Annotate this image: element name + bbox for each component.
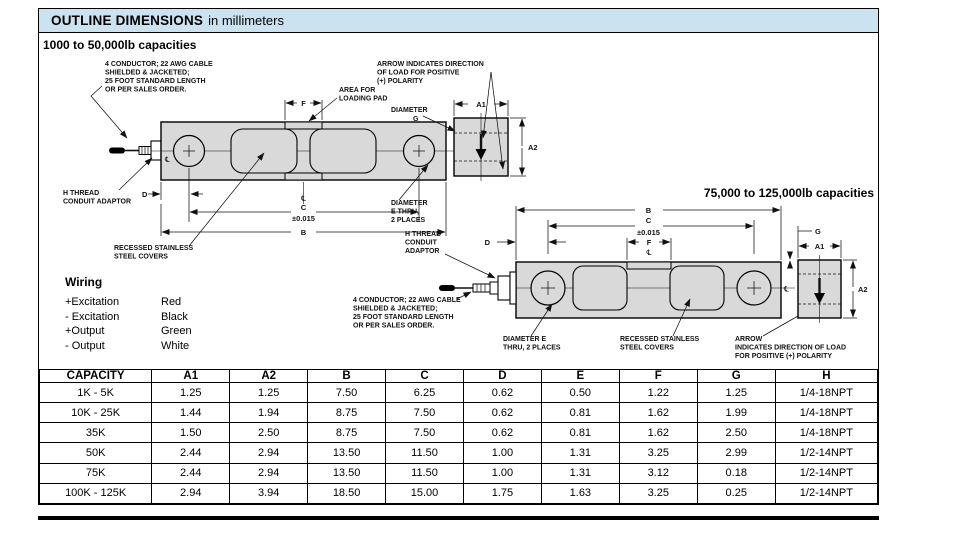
table-row xyxy=(40,403,878,423)
column-header: B xyxy=(308,370,386,383)
svg-text:DIAMETER E: DIAMETER E xyxy=(503,336,547,343)
svg-text:2 PLACES: 2 PLACES xyxy=(391,217,426,224)
table-cell: 100K - 125K xyxy=(40,483,152,503)
table-cell: 1.44 xyxy=(152,403,230,423)
table-cell: 2.50 xyxy=(230,423,308,443)
svg-text:STEEL COVERS: STEEL COVERS xyxy=(620,344,674,352)
loading-pad-notch xyxy=(285,173,322,180)
dim-label-d: D xyxy=(142,190,148,199)
table-cell: 7.50 xyxy=(386,423,464,443)
cable-end xyxy=(439,285,455,291)
table-cell: 3.25 xyxy=(619,443,697,463)
wiring-row xyxy=(65,295,192,310)
wiring-row xyxy=(65,339,192,354)
dim-f xyxy=(627,238,671,260)
wiring-color: Green xyxy=(161,325,192,337)
wiring-title: Wiring xyxy=(65,275,103,289)
beam-cutout xyxy=(573,266,627,310)
table-row xyxy=(40,463,878,483)
dim-label-a2: A2 xyxy=(528,143,538,152)
table-cell: 1.99 xyxy=(697,403,775,423)
svg-text:LOADING PAD: LOADING PAD xyxy=(339,95,388,103)
leader-line xyxy=(119,158,152,190)
table-row xyxy=(40,443,878,463)
table-cell: 8.75 xyxy=(308,423,386,443)
column-header: C xyxy=(386,370,464,383)
table-cell: 1.25 xyxy=(697,383,775,403)
wiring-signal: +Excitation xyxy=(65,296,120,308)
column-header: F xyxy=(619,370,697,383)
table-cell: 0.81 xyxy=(541,403,619,423)
table-cell: 15.00 xyxy=(386,483,464,503)
table-row xyxy=(40,383,878,403)
table-cell: 11.50 xyxy=(386,443,464,463)
svg-text:ARROW: ARROW xyxy=(735,336,763,343)
panel-subtitle: in millimeters xyxy=(208,13,284,28)
table-cell: 1.94 xyxy=(230,403,308,423)
centerline-symbol: ℄ xyxy=(301,194,306,203)
table-cell: 75K xyxy=(40,463,152,483)
svg-text:STEEL COVERS: STEEL COVERS xyxy=(114,253,168,261)
conduit-adaptor xyxy=(151,141,161,160)
wiring-row xyxy=(65,324,192,339)
column-header: A1 xyxy=(152,370,230,383)
svg-text:H THREAD: H THREAD xyxy=(63,190,100,197)
dim-label-c-tol: ±0.015 xyxy=(637,228,660,237)
table-cell: 8.75 xyxy=(308,403,386,423)
bottom-rule xyxy=(38,516,879,520)
dim-a2 xyxy=(510,118,538,176)
table-cell: 2.94 xyxy=(230,443,308,463)
table-cell: 13.50 xyxy=(308,463,386,483)
dim-label-f: F xyxy=(646,238,652,247)
wiring-signal: - Excitation xyxy=(65,310,120,323)
svg-text:OR PER SALES ORDER.: OR PER SALES ORDER. xyxy=(105,86,187,94)
table-cell: 1.75 xyxy=(463,483,541,503)
table-row xyxy=(40,423,878,443)
dim-label-b: B xyxy=(645,206,652,215)
dim-label-a2: A2 xyxy=(858,285,868,294)
dims-table-body xyxy=(40,383,878,504)
beam-cutout xyxy=(310,129,376,173)
column-header: E xyxy=(541,370,619,383)
dim-label-a1: A1 xyxy=(814,242,825,251)
svg-text:ARROW INDICATES DIRECTION: ARROW INDICATES DIRECTION xyxy=(377,61,484,68)
svg-text:DIAMETER: DIAMETER xyxy=(391,200,428,207)
svg-text:E THRU,: E THRU, xyxy=(391,208,419,216)
panel-header xyxy=(39,9,878,33)
table-cell: 11.50 xyxy=(386,463,464,483)
svg-text:THRU, 2 PLACES: THRU, 2 PLACES xyxy=(503,344,561,352)
dims-table-header-row xyxy=(40,370,878,383)
loading-pad-notch xyxy=(627,262,671,269)
svg-text:25 FOOT STANDARD LENGTH: 25 FOOT STANDARD LENGTH xyxy=(353,314,454,321)
svg-text:(+) POLARITY: (+) POLARITY xyxy=(377,78,424,85)
svg-text:AREA FOR: AREA FOR xyxy=(339,87,376,94)
h-thread-note xyxy=(405,231,495,278)
large-capacity-title: 75,000 to 125,000lb capacities xyxy=(703,186,874,200)
table-cell: 18.50 xyxy=(308,483,386,503)
loading-pad-notch xyxy=(285,122,322,129)
conduit-adaptor xyxy=(498,276,510,300)
dim-label-c-tol: ±0.015 xyxy=(292,214,315,223)
svg-text:RECESSED STAINLESS: RECESSED STAINLESS xyxy=(620,336,700,343)
svg-text:ADAPTOR: ADAPTOR xyxy=(405,248,440,255)
end-view xyxy=(790,252,841,323)
table-cell: 0.62 xyxy=(463,383,541,403)
svg-text:FOR POSITIVE (+) POLARITY: FOR POSITIVE (+) POLARITY xyxy=(735,353,833,360)
wiring-color: White xyxy=(161,339,190,352)
dim-a2 xyxy=(843,260,868,318)
table-cell: 50K xyxy=(40,443,152,463)
area-loading-pad-note xyxy=(309,87,387,121)
svg-text:OF LOAD FOR POSITIVE: OF LOAD FOR POSITIVE xyxy=(377,69,460,77)
svg-text:OR PER SALES ORDER.: OR PER SALES ORDER. xyxy=(353,322,435,330)
table-cell: 35K xyxy=(40,423,152,443)
table-cell: 2.44 xyxy=(152,463,230,483)
outline-dimensions-panel xyxy=(38,8,879,505)
wiring-signal: - Output xyxy=(65,339,105,352)
table-cell: 1K - 5K xyxy=(40,383,152,403)
table-cell: 1/2-14NPT xyxy=(775,463,877,483)
column-header: CAPACITY xyxy=(40,370,152,383)
dim-label-f: F xyxy=(301,99,306,108)
wiring-row xyxy=(65,310,192,325)
leader-line xyxy=(91,86,127,138)
table-cell: 0.18 xyxy=(697,463,775,483)
svg-text:RECESSED STAINLESS: RECESSED STAINLESS xyxy=(114,245,194,252)
table-cell: 3.12 xyxy=(619,463,697,483)
table-cell: 1/2-14NPT xyxy=(775,443,877,463)
svg-text:DIAMETER: DIAMETER xyxy=(391,107,428,114)
column-header: D xyxy=(463,370,541,383)
table-cell: 1.63 xyxy=(541,483,619,503)
table-cell: 2.50 xyxy=(697,423,775,443)
table-cell: 0.81 xyxy=(541,423,619,443)
centerline-symbol: ℄ xyxy=(784,284,789,294)
leader-line xyxy=(457,292,471,299)
centerline-symbol: ℄ xyxy=(165,155,170,164)
cable-assembly xyxy=(109,141,161,160)
dim-label-g: G xyxy=(815,227,821,236)
h-thread-note xyxy=(63,158,152,206)
table-cell: 0.62 xyxy=(463,423,541,443)
svg-text:4 CONDUCTOR; 22 AWG CABLE: 4 CONDUCTOR; 22 AWG CABLE xyxy=(105,61,213,68)
column-header: A2 xyxy=(230,370,308,383)
table-cell: 1.31 xyxy=(541,463,619,483)
table-cell: 10K - 25K xyxy=(40,403,152,423)
beam-cutout xyxy=(670,266,724,310)
table-cell: 1.62 xyxy=(619,403,697,423)
table-cell: 7.50 xyxy=(308,383,386,403)
dimensions-table xyxy=(39,369,878,504)
table-cell: 0.50 xyxy=(541,383,619,403)
adaptor-nut xyxy=(490,282,498,294)
table-cell: 3.25 xyxy=(619,483,697,503)
dimensions-table-wrap xyxy=(39,369,878,504)
svg-text:4 CONDUCTOR; 22 AWG CABLE: 4 CONDUCTOR; 22 AWG CABLE xyxy=(353,297,461,304)
dim-a1 xyxy=(799,240,841,258)
column-header: G xyxy=(697,370,775,383)
svg-text:CONDUIT: CONDUIT xyxy=(405,239,437,247)
svg-text:CONDUIT ADAPTOR: CONDUIT ADAPTOR xyxy=(63,198,132,206)
svg-text:SHIELDED & JACKETED;: SHIELDED & JACKETED; xyxy=(353,305,438,313)
dim-label-b: B xyxy=(300,228,307,237)
centerline-symbol: ℄ xyxy=(646,248,652,257)
table-cell: 1/4-18NPT xyxy=(775,403,877,423)
dim-label-c: C xyxy=(645,216,652,225)
beam-cutout xyxy=(231,129,297,173)
large-capacity-drawing xyxy=(335,202,880,370)
table-cell: 2.99 xyxy=(697,443,775,463)
cable-end xyxy=(109,148,125,154)
end-view xyxy=(454,113,508,181)
table-row xyxy=(40,483,878,503)
table-cell: 3.94 xyxy=(230,483,308,503)
table-cell: 0.62 xyxy=(463,403,541,423)
table-cell: 2.44 xyxy=(152,443,230,463)
dim-label-c: C xyxy=(300,203,307,212)
table-cell: 6.25 xyxy=(386,383,464,403)
leader-line xyxy=(445,254,495,278)
table-cell: 7.50 xyxy=(386,403,464,423)
wiring-color: Red xyxy=(161,296,182,308)
dim-f xyxy=(285,99,322,120)
adaptor-flange xyxy=(510,272,516,304)
table-cell: 1.25 xyxy=(230,383,308,403)
wiring-section xyxy=(65,275,192,353)
small-capacity-title: 1000 to 50,000lb capacities xyxy=(43,38,197,52)
threaded-stub xyxy=(473,284,490,292)
svg-text:INDICATES DIRECTION OF LOAD: INDICATES DIRECTION OF LOAD xyxy=(735,344,847,352)
table-cell: 1/4-18NPT xyxy=(775,423,877,443)
table-cell: 1.00 xyxy=(463,443,541,463)
table-cell: 1.50 xyxy=(152,423,230,443)
dim-label-d: D xyxy=(484,238,490,247)
leader-line xyxy=(309,98,337,121)
panel-title: OUTLINE DIMENSIONS xyxy=(51,13,204,28)
table-cell: 1.22 xyxy=(619,383,697,403)
table-cell: 1.31 xyxy=(541,443,619,463)
svg-text:SHIELDED & JACKETED;: SHIELDED & JACKETED; xyxy=(105,69,190,77)
dim-d xyxy=(485,238,566,247)
table-cell: 1.25 xyxy=(152,383,230,403)
table-cell: 1.62 xyxy=(619,423,697,443)
table-cell: 0.25 xyxy=(697,483,775,503)
table-cell: 1.00 xyxy=(463,463,541,483)
svg-text:G: G xyxy=(413,116,419,123)
wiring-color: Black xyxy=(161,310,188,323)
dim-label-a1: A1 xyxy=(476,100,486,109)
table-cell: 1/2-14NPT xyxy=(775,483,877,503)
table-cell: 1/4-18NPT xyxy=(775,383,877,403)
svg-text:25 FOOT STANDARD LENGTH: 25 FOOT STANDARD LENGTH xyxy=(105,78,206,85)
table-cell: 2.94 xyxy=(152,483,230,503)
column-header: H xyxy=(775,370,877,383)
cable-note xyxy=(353,292,471,330)
table-cell: 2.94 xyxy=(230,463,308,483)
wiring-signal: +Output xyxy=(65,325,105,337)
table-cell: 13.50 xyxy=(308,443,386,463)
svg-text:H THREAD: H THREAD xyxy=(405,231,442,238)
